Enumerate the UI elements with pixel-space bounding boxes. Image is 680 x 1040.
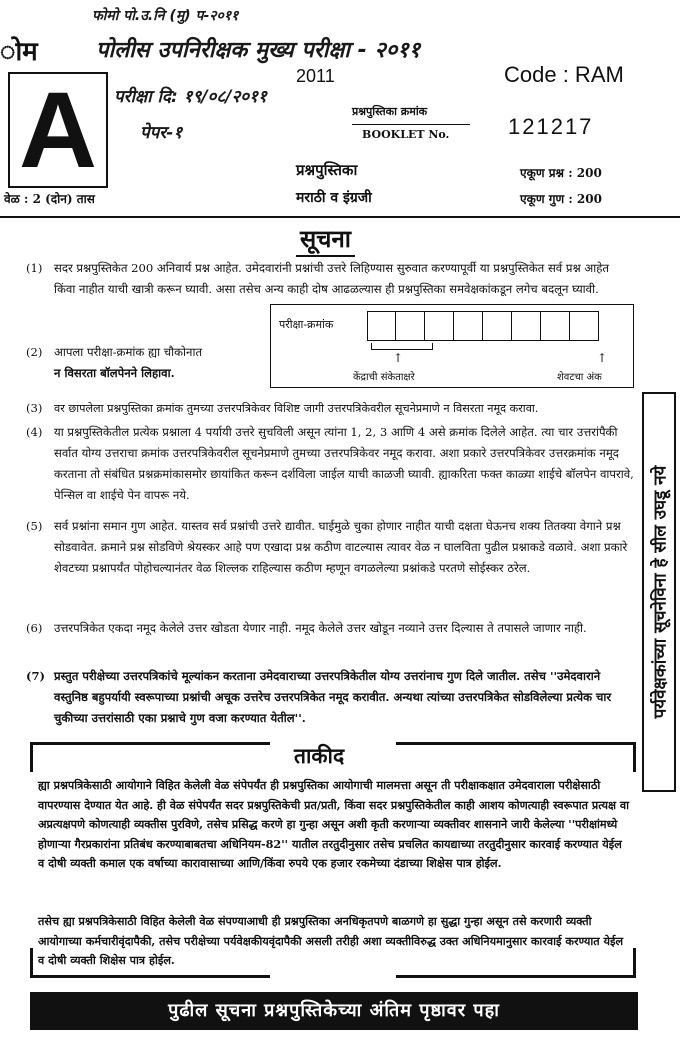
instruction-number: (6) bbox=[26, 621, 43, 635]
warning-top-rule-right bbox=[396, 742, 636, 745]
instruction-2 bbox=[26, 342, 266, 386]
booklet-label-english: BOOKLET No. bbox=[362, 128, 450, 141]
exam-date: परीक्षा दि: १९/०८/२०११ bbox=[114, 87, 267, 107]
footer-banner: पुढील सूचना प्रश्नपुस्तिकेच्या अंतिम पृष्ठावर पहा bbox=[30, 992, 638, 1030]
instructions-heading: सूचना bbox=[296, 222, 355, 257]
total-questions: एकूण प्रश्न : 200 bbox=[520, 166, 602, 180]
centre-code-label: केंद्राची संकेताक्षरे bbox=[353, 372, 415, 383]
roll-digit-box[interactable] bbox=[367, 311, 396, 341]
warning-left-tick bbox=[30, 742, 33, 772]
roll-number-panel bbox=[270, 304, 634, 388]
last-digit-label: शेवटचा अंक bbox=[557, 372, 602, 383]
booklet-label-divider bbox=[352, 124, 470, 125]
paper-number: पेपर-१ bbox=[140, 123, 183, 143]
warning-bottom-rule-right bbox=[396, 975, 636, 978]
instruction-text: सर्व प्रश्नांना समान गुण आहेत. यास्तव सर्व प्रश्नांची उत्तरे द्यावीत. घाईमुळे चुका होणार नाहीत याची दक्षता घेऊनच शक्य तितक्या वेगाने प्रश्न सोडवावेत. क्रमाने प्रश्न सोडविणे श्रेयस्कर आहे पण एखादा प्रश्न कठीण वाटल्यास त्यावर वेळ न घालविता पुढील प्रश्नाकडे वळावे. अशा प्रकारे शेवटच्या प्रश्नापर्यंत पोहोचल्यानंतर वेळ शिल्लक राहिल्यास कठीण म्हणून वगळलेल्या प्रश्नांकडे परतणे सोईस्कर ठरेल. bbox=[54, 519, 628, 575]
instruction-text: वर छापलेला प्रश्नपुस्तिका क्रमांक तुमच्या उत्तरपत्रिकेवर विशिष्ट जागी उत्तरपत्रिकेवरील सूचनेप्रमाणे न विसरता नमूद करावा. bbox=[54, 402, 539, 415]
roll-digit-box[interactable] bbox=[483, 311, 512, 341]
centre-code-bracket bbox=[371, 343, 433, 350]
instruction-number: (3) bbox=[26, 401, 43, 415]
roll-number-boxes[interactable] bbox=[367, 311, 599, 341]
warning-paragraph-2: तसेच ह्या प्रश्नपत्रिकेसाठी विहित केलेली वेळ संपण्याआधी ही प्रश्नपुस्तिका अनधिकृतपणे बाळगणे हा सुद्धा गुन्हा असून तसे करणारी व्यक्ती आयोगाच्या कर्मचारीवृंदापैकी, तसेच परीक्षेच्या पर्यवेक्षकीयवृंदापैकी असली तरीही अशा व्यक्तीविरुद्ध उक्त अधिनियमानुसार कारवाई करण्यात येईल व दोषी व्यक्ती शिक्षेस पात्र होईल. bbox=[38, 914, 624, 967]
instruction-number: (7) bbox=[26, 669, 46, 683]
booklet-language: मराठी व इंग्रजी bbox=[296, 190, 372, 206]
instruction-number: (5) bbox=[26, 519, 43, 533]
header-divider bbox=[0, 216, 680, 218]
instruction-5 bbox=[26, 516, 638, 624]
exam-title: पोलीस उपनिरीक्षक मुख्य परीक्षा - २०११ bbox=[96, 38, 421, 63]
warning-left-tick-bottom bbox=[30, 948, 33, 978]
warning-box bbox=[30, 742, 636, 978]
instruction-6 bbox=[26, 618, 638, 662]
warning-right-tick bbox=[633, 742, 636, 772]
instruction-number: (2) bbox=[26, 345, 43, 359]
warning-right-tick-bottom bbox=[633, 948, 636, 978]
roll-digit-box[interactable] bbox=[425, 311, 454, 341]
warning-top-rule-left bbox=[30, 742, 270, 745]
instruction-4 bbox=[26, 422, 638, 510]
instruction-text-bold: न विसरता बॉलपेनने लिहावा. bbox=[54, 366, 175, 380]
instruction-text: उत्तरपत्रिकेत एकदा नमूद केलेले उत्तर खोडता येणार नाही. नमूद केलेले उत्तर खोडून नव्याने उत्तर दिल्यास ते तपासले जाणार नाही. bbox=[54, 621, 587, 635]
series-letter: A bbox=[8, 72, 108, 188]
logo-text: ोम bbox=[0, 36, 38, 66]
total-marks: एकूण गुण : 200 bbox=[520, 192, 602, 206]
booklet-number: 121217 bbox=[508, 114, 594, 139]
roll-digit-box[interactable] bbox=[396, 311, 425, 341]
instruction-text: या प्रश्नपुस्तिकेतील प्रत्येक प्रश्नाला 4 पर्यायी उत्तरे सुचविली असून त्यांना 1, 2, 3 आणि 4 असे क्रमांक दिलेले आहेत. त्या चार उत्तरांपैकी सर्वात योग्य उत्तराचा क्रमांक उत्तरपत्रिकेवरील सूचनेप्रमाणे तुमच्या उत्तरपत्रिकेवर नमूद करावा. अशा प्रकारे उत्तरपत्रिकेवर उत्तरक्रमांक नमूद करताना तो संबंधित प्रश्नक्रमांकासमोर छायांकित करून दर्शविला जाईल याची काळजी घ्यावी. ह्याकरिता फक्त काळ्या शाईचे बॉलपेन वापरावे, पेन्सिल वा शाईचे पेन वापरू नये. bbox=[54, 425, 634, 502]
up-arrow-icon: ↑ bbox=[393, 351, 404, 365]
code-label: Code : RAM bbox=[504, 62, 624, 87]
roll-digit-box[interactable] bbox=[570, 311, 599, 341]
seal-warning-text: पर्यवेक्षकांच्या सूचनेविना हे सील उघडू नये bbox=[650, 465, 671, 719]
up-arrow-icon: ↑ bbox=[597, 351, 608, 365]
warning-bottom-rule-left bbox=[30, 975, 270, 978]
instruction-text: प्रस्तुत परीक्षेच्या उत्तरपत्रिकांचे मूल्यांकन करताना उमेदवाराच्या उत्तरपत्रिकेतील योग्य उत्तरांनाच गुण दिले जातील. तसेच ''उमेदवाराने वस्तुनिष्ठ बहुपर्यायी स्वरूपाच्या प्रश्नांची अचूक उत्तरेच उत्तरपत्रिकेत नमूद करावीत. अन्यथा त्यांच्या उत्तरपत्रिकेत सोडविलेल्या प्रत्येक चार चुकीच्या उत्तरांसाठी एका प्रश्नाचे गुण वजा करण्यात येतील''. bbox=[54, 669, 612, 725]
exam-duration: वेळ : 2 (दोन) तास bbox=[4, 192, 95, 206]
warning-heading: ताकीद bbox=[294, 743, 345, 768]
seal-warning-strip bbox=[642, 392, 676, 792]
roll-number-label: परीक्षा-क्रमांक bbox=[279, 318, 334, 331]
booklet-type: प्रश्नपुस्तिका bbox=[296, 161, 358, 179]
instruction-number: (4) bbox=[26, 425, 43, 439]
warning-paragraph-1: ह्या प्रश्नपत्रिकेसाठी आयोगाने विहित केलेली वेळ संपेपर्यंत ही प्रश्नपुस्तिका आयोगाची मालमत्ता असून ती परीक्षाकक्षात उमेदवाराला परीक्षेसाठी वापरण्यास देण्यात येत आहे. ही वेळ संपेपर्यंत सदर प्रश्नपुस्तिकेची प्रत/प्रती, किंवा सदर प्रश्नपुस्तिकेतील काही आशय कोणत्याही स्वरूपात प्रत्यक्ष वा अप्रत्यक्षपणे कोणत्याही व्यक्तीस पुरविणे, तसेच प्रसिद्ध करणे हा गुन्हा असून अशी कृती करणाऱ्या व्यक्तीवर शासनाने जारी केलेल्या ''परीक्षांमध्ये होणाऱ्या गैरप्रकारांना प्रतिबंध करण्याबाबतचा अधिनियम-82'' यातील तरतुदीनुसार तसेच प्रचलित कायद्याच्या तरतुदीनुसार कारवाई करण्यात येईल व दोषी व्यक्ती कमाल एक वर्षाच्या कारावासाच्या आणि/किंवा रुपये एक हजार रकमेच्या दंडाच्या शिक्षेस पात्र होईल. bbox=[38, 778, 629, 870]
roll-digit-box[interactable] bbox=[454, 311, 483, 341]
handwritten-reference: फोमो पो.उ.नि (मु) प-२०११ bbox=[92, 8, 239, 24]
booklet-label-marathi: प्रश्नपुस्तिका क्रमांक bbox=[352, 105, 428, 118]
instruction-text: आपला परीक्षा-क्रमांक ह्या चौकोनात bbox=[54, 345, 203, 359]
instruction-7 bbox=[26, 666, 638, 732]
instruction-text: सदर प्रश्नपुस्तिकेत 200 अनिवार्य प्रश्न आहेत. उमेदवारांनी प्रश्नांची उत्तरे लिहिण्यास सुरुवात करण्यापूर्वी या प्रश्नपुस्तिकेत सर्व प्रश्न आहेत किंवा नाहीत याची खात्री करून घ्यावी. असा तसेच अन्य काही दोष आढळल्यास ही प्रश्नपुस्तिका समवेक्षकांकडून लगेच बदलून घ्यावी. bbox=[54, 261, 610, 296]
roll-digit-box[interactable] bbox=[512, 311, 541, 341]
instruction-3 bbox=[26, 398, 638, 420]
instruction-number: (1) bbox=[26, 261, 43, 275]
year: 2011 bbox=[296, 66, 335, 86]
roll-digit-box[interactable] bbox=[541, 311, 570, 341]
